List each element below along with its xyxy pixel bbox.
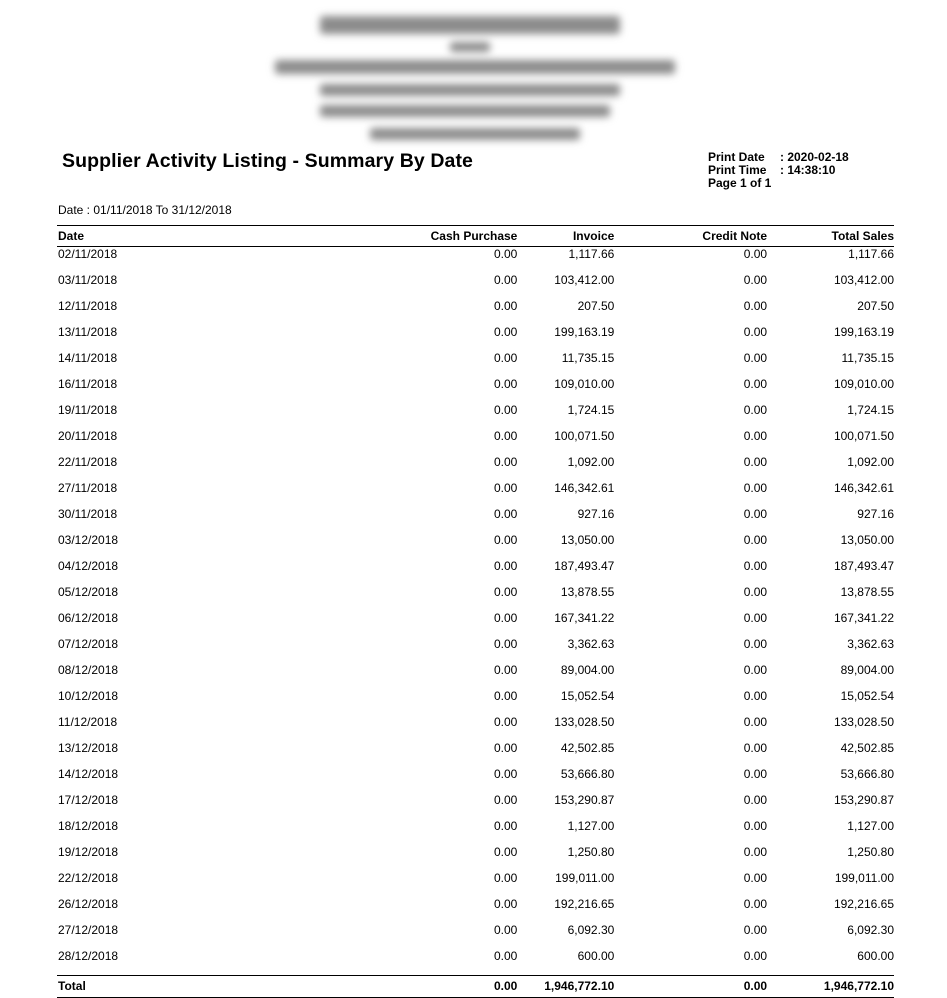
row-invoice: 167,341.22 [554, 611, 615, 625]
row-date: 19/12/2018 [58, 845, 119, 859]
table-row [57, 793, 894, 819]
row-date: 18/12/2018 [58, 819, 119, 833]
row-credit-note: 0.00 [743, 741, 768, 755]
row-invoice: 600.00 [577, 949, 615, 963]
row-cash-purchase: 0.00 [494, 793, 518, 807]
total-credit-note: 0.00 [614, 976, 767, 998]
row-invoice: 103,412.00 [554, 273, 615, 287]
row-invoice: 11,735.15 [561, 351, 615, 365]
row-date: 03/11/2018 [58, 273, 118, 287]
row-date: 22/12/2018 [58, 871, 119, 885]
row-credit-note: 0.00 [743, 715, 768, 729]
table-row [57, 273, 894, 299]
date-range: Date : 01/11/2018 To 31/12/2018 [58, 203, 232, 217]
total-invoice: 1,946,772.10 [517, 976, 614, 998]
table-row [57, 351, 894, 377]
row-credit-note: 0.00 [743, 611, 768, 625]
row-cash-purchase: 0.00 [494, 741, 518, 755]
table-row [57, 689, 894, 715]
row-total-sales: 207.50 [857, 299, 894, 313]
row-invoice: 207.50 [577, 299, 615, 313]
row-invoice: 89,004.00 [560, 663, 615, 677]
print-info [708, 151, 849, 190]
total-label: Total [57, 976, 388, 998]
row-cash-purchase: 0.00 [494, 377, 518, 391]
row-total-sales: 100,071.50 [833, 429, 894, 443]
row-total-sales: 1,724.15 [847, 403, 894, 417]
row-invoice: 146,342.61 [554, 481, 615, 495]
row-invoice: 13,878.55 [560, 585, 615, 599]
row-cash-purchase: 0.00 [494, 663, 518, 677]
row-total-sales: 89,004.00 [840, 663, 894, 677]
table-row [57, 767, 894, 793]
row-credit-note: 0.00 [743, 585, 768, 599]
header-invoice: Invoice [517, 226, 614, 247]
row-total-sales: 11,735.15 [841, 351, 894, 365]
row-invoice: 199,163.19 [554, 325, 615, 339]
total-cash-purchase: 0.00 [388, 976, 518, 998]
row-credit-note: 0.00 [743, 923, 768, 937]
row-credit-note: 0.00 [743, 299, 768, 313]
row-date: 03/12/2018 [58, 533, 119, 547]
row-date: 26/12/2018 [58, 897, 119, 911]
row-total-sales: 192,216.65 [833, 897, 894, 911]
row-cash-purchase: 0.00 [494, 949, 518, 963]
page-indicator: Page 1 of 1 [708, 176, 772, 190]
row-total-sales: 1,092.00 [847, 455, 894, 469]
row-cash-purchase: 0.00 [494, 507, 518, 521]
table-body [57, 247, 894, 976]
row-total-sales: 1,250.80 [847, 845, 894, 859]
row-credit-note: 0.00 [743, 533, 768, 547]
table-row [57, 585, 894, 611]
header-date: Date [57, 226, 388, 247]
row-invoice: 1,127.00 [567, 819, 615, 833]
row-credit-note: 0.00 [743, 689, 768, 703]
supplier-activity-table [57, 225, 894, 998]
header-cash-purchase: Cash Purchase [388, 226, 518, 247]
company-letterhead-blurred [270, 8, 680, 153]
row-total-sales: 199,163.19 [833, 325, 894, 339]
row-cash-purchase: 0.00 [494, 845, 518, 859]
row-invoice: 199,011.00 [555, 871, 615, 885]
row-date: 12/11/2018 [58, 299, 118, 313]
table-row [57, 507, 894, 533]
table-row [57, 247, 894, 274]
row-credit-note: 0.00 [743, 559, 768, 573]
table-header-row [57, 226, 894, 247]
row-date: 14/11/2018 [58, 351, 118, 365]
total-row [57, 976, 894, 998]
row-invoice: 42,502.85 [560, 741, 615, 755]
row-invoice: 1,250.80 [567, 845, 615, 859]
table-row [57, 377, 894, 403]
row-cash-purchase: 0.00 [494, 429, 518, 443]
table-row [57, 429, 894, 455]
row-credit-note: 0.00 [743, 481, 768, 495]
print-time-label: Print Time [708, 163, 767, 177]
table-row [57, 481, 894, 507]
row-credit-note: 0.00 [743, 247, 768, 261]
row-date: 27/11/2018 [58, 481, 118, 495]
row-total-sales: 6,092.30 [847, 923, 894, 937]
row-date: 17/12/2018 [58, 793, 119, 807]
row-date: 16/11/2018 [58, 377, 118, 391]
row-credit-note: 0.00 [743, 871, 768, 885]
row-credit-note: 0.00 [743, 377, 768, 391]
row-total-sales: 1,117.66 [848, 247, 894, 261]
table-row [57, 819, 894, 845]
row-total-sales: 13,878.55 [840, 585, 894, 599]
row-total-sales: 103,412.00 [833, 273, 894, 287]
row-cash-purchase: 0.00 [494, 715, 518, 729]
row-credit-note: 0.00 [743, 663, 768, 677]
row-date: 10/12/2018 [58, 689, 119, 703]
row-cash-purchase: 0.00 [494, 897, 518, 911]
row-cash-purchase: 0.00 [494, 403, 518, 417]
table-row [57, 871, 894, 897]
report-title: Supplier Activity Listing - Summary By Date [62, 150, 474, 172]
row-invoice: 15,052.54 [560, 689, 615, 703]
row-cash-purchase: 0.00 [494, 481, 518, 495]
row-date: 27/12/2018 [58, 923, 119, 937]
row-cash-purchase: 0.00 [494, 559, 518, 573]
row-credit-note: 0.00 [743, 637, 768, 651]
row-invoice: 6,092.30 [567, 923, 615, 937]
row-invoice: 927.16 [577, 507, 615, 521]
row-credit-note: 0.00 [743, 403, 768, 417]
row-total-sales: 109,010.00 [833, 377, 894, 391]
row-invoice: 1,724.15 [567, 403, 615, 417]
row-date: 30/11/2018 [58, 507, 118, 521]
row-total-sales: 42,502.85 [840, 741, 894, 755]
row-credit-note: 0.00 [743, 429, 768, 443]
row-cash-purchase: 0.00 [494, 871, 518, 885]
row-invoice: 187,493.47 [554, 559, 615, 573]
row-credit-note: 0.00 [743, 507, 768, 521]
row-date: 02/11/2018 [58, 247, 118, 261]
table-row [57, 299, 894, 325]
row-cash-purchase: 0.00 [494, 585, 518, 599]
row-cash-purchase: 0.00 [494, 299, 518, 313]
row-invoice: 1,117.66 [568, 247, 615, 261]
row-cash-purchase: 0.00 [494, 325, 518, 339]
table-row [57, 715, 894, 741]
row-cash-purchase: 0.00 [494, 351, 518, 365]
row-total-sales: 3,362.63 [847, 637, 894, 651]
row-total-sales: 133,028.50 [833, 715, 894, 729]
table-row [57, 559, 894, 585]
table-row [57, 611, 894, 637]
row-credit-note: 0.00 [743, 897, 768, 911]
row-invoice: 109,010.00 [554, 377, 615, 391]
row-date: 11/12/2018 [58, 715, 118, 729]
row-total-sales: 13,050.00 [840, 533, 894, 547]
row-credit-note: 0.00 [743, 455, 768, 469]
row-cash-purchase: 0.00 [494, 637, 518, 651]
print-date-label: Print Date [708, 150, 765, 164]
table-row [57, 455, 894, 481]
row-cash-purchase: 0.00 [494, 689, 518, 703]
row-date: 22/11/2018 [58, 455, 118, 469]
print-time-value: : 14:38:10 [780, 163, 836, 177]
row-invoice: 53,666.80 [560, 767, 615, 781]
row-cash-purchase: 0.00 [494, 533, 518, 547]
row-date: 20/11/2018 [58, 429, 118, 443]
row-credit-note: 0.00 [743, 273, 768, 287]
table-row [57, 533, 894, 559]
row-invoice: 13,050.00 [560, 533, 615, 547]
table-row [57, 923, 894, 949]
table-row [57, 897, 894, 923]
row-credit-note: 0.00 [743, 325, 768, 339]
row-date: 08/12/2018 [58, 663, 119, 677]
row-credit-note: 0.00 [743, 845, 768, 859]
row-cash-purchase: 0.00 [494, 819, 518, 833]
row-cash-purchase: 0.00 [494, 923, 518, 937]
row-credit-note: 0.00 [743, 819, 768, 833]
row-total-sales: 187,493.47 [833, 559, 894, 573]
row-invoice: 153,290.87 [554, 793, 615, 807]
row-date: 05/12/2018 [58, 585, 119, 599]
row-total-sales: 1,127.00 [847, 819, 894, 833]
total-total-sales: 1,946,772.10 [767, 976, 894, 998]
row-cash-purchase: 0.00 [494, 767, 518, 781]
row-date: 19/11/2018 [58, 403, 118, 417]
row-credit-note: 0.00 [743, 351, 768, 365]
row-invoice: 192,216.65 [554, 897, 615, 911]
table-row [57, 845, 894, 871]
row-date: 28/12/2018 [58, 949, 119, 963]
row-invoice: 133,028.50 [554, 715, 615, 729]
row-total-sales: 53,666.80 [840, 767, 894, 781]
row-invoice: 1,092.00 [567, 455, 615, 469]
print-date-value: : 2020-02-18 [780, 150, 849, 164]
row-cash-purchase: 0.00 [494, 273, 518, 287]
table-row [57, 663, 894, 689]
row-credit-note: 0.00 [743, 949, 768, 963]
row-total-sales: 600.00 [857, 949, 894, 963]
row-cash-purchase: 0.00 [494, 247, 518, 261]
row-total-sales: 927.16 [857, 507, 894, 521]
row-date: 14/12/2018 [58, 767, 119, 781]
row-total-sales: 15,052.54 [840, 689, 894, 703]
table-row [57, 403, 894, 429]
row-date: 07/12/2018 [58, 637, 119, 651]
table-row [57, 949, 894, 976]
row-total-sales: 146,342.61 [833, 481, 894, 495]
row-invoice: 3,362.63 [567, 637, 615, 651]
row-cash-purchase: 0.00 [494, 455, 518, 469]
header-total-sales: Total Sales [767, 226, 894, 247]
row-total-sales: 153,290.87 [833, 793, 894, 807]
row-credit-note: 0.00 [743, 767, 768, 781]
table-row [57, 325, 894, 351]
row-date: 13/11/2018 [58, 325, 118, 339]
row-credit-note: 0.00 [743, 793, 768, 807]
row-date: 13/12/2018 [58, 741, 119, 755]
table-row [57, 741, 894, 767]
header-credit-note: Credit Note [614, 226, 767, 247]
row-cash-purchase: 0.00 [494, 611, 518, 625]
row-date: 04/12/2018 [58, 559, 119, 573]
row-total-sales: 167,341.22 [833, 611, 894, 625]
row-date: 06/12/2018 [58, 611, 119, 625]
table-row [57, 637, 894, 663]
row-invoice: 100,071.50 [554, 429, 615, 443]
row-total-sales: 199,011.00 [834, 871, 894, 885]
